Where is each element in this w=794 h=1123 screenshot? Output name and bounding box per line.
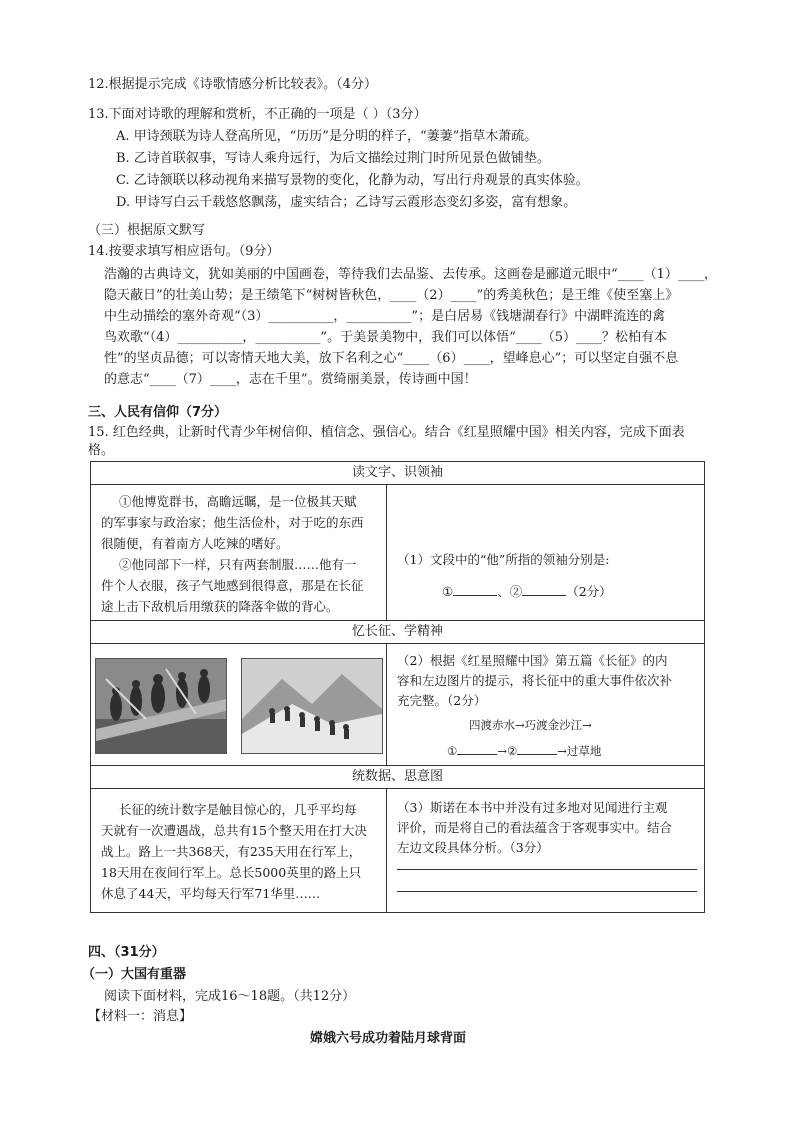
q15-line-2: 格。 — [88, 443, 115, 458]
question-12: 12.根据提示完成《诗歌情感分析比较表》。（4分） — [88, 77, 377, 92]
q14-line: 浩瀚的古典诗文，犹如美丽的中国画卷，等待我们去品鉴、去传承。这画卷是郦道元眼中“____（1）____， — [104, 267, 717, 282]
row3-header: 统数据、思意图 — [91, 766, 705, 789]
row2-flow-line-2: ① →② →过草地 — [447, 740, 601, 760]
answer-blank-2[interactable] — [522, 581, 566, 596]
row2-header: 忆长征、学精神 — [91, 621, 705, 644]
row3-text: 18天用在夜间行军上。总长5000英里的路上只 — [101, 865, 362, 880]
row2-text: 容和左边图片的提示，将长征中的重大事件依次补 — [397, 673, 673, 688]
section-3-heading: （三）根据原文默写 — [88, 223, 206, 238]
row1-text: ①他博览群书，高瞻远瞩，是一位极其天赋 — [119, 494, 357, 509]
question-14-stem: 14.按要求填写相应语句。（9分） — [88, 244, 280, 259]
row3-text: 评价，而是将自己的看法蕴含于客观事实中。结合 — [397, 820, 673, 835]
row3-text: 休息了44天，平均每天行军71华里…… — [101, 886, 321, 901]
part-4-title: 四、（31分） — [88, 945, 165, 960]
question-13-stem: 13.下面对诗歌的理解和赏析，不正确的一项是（ ）（3分） — [88, 107, 427, 122]
row1-answer-blanks: ① 、② （2分） — [442, 581, 612, 601]
material-label: 【材料一：消息】 — [88, 1009, 193, 1024]
row3-text: 左边文段具体分析。（3分） — [397, 840, 549, 855]
row1-header: 读文字、识领袖 — [91, 462, 705, 485]
flow-blank-1[interactable] — [457, 740, 497, 755]
option-a: A. 甲诗颈联为诗人登高所见，“历历”是分明的样子，“萋萋”指草木萧疏。 — [116, 129, 538, 144]
q14-line: 性”的坚贞品德；可以寄情天地大美，放下名利之心“____（6）____，望峰息心”；可以坚定自强不息 — [104, 351, 679, 366]
part-4-instruction: 阅读下面材料，完成16～18题。（共12分） — [104, 989, 356, 1004]
row1-text: 的军事家与政治家；他生活俭朴，对于吃的东西 — [101, 515, 364, 530]
row1-right-cell — [387, 485, 705, 621]
row1-text: 途上击下敌机后用缴获的降落伞做的背心。 — [101, 599, 339, 614]
row2-left-cell — [91, 644, 387, 766]
snow-mountain-picture — [241, 658, 383, 754]
row2-right-cell — [387, 644, 705, 766]
q15-table — [90, 461, 705, 913]
flow-blank-2[interactable] — [517, 740, 557, 755]
row1-left-cell — [91, 485, 387, 621]
row3-text: （3）斯诺在本书中并没有过多地对见闻进行主观 — [397, 800, 668, 815]
row1-question: （1）文段中的“他”所指的领袖分别是: — [397, 552, 610, 567]
part-3-title: 三、人民有信仰（7分） — [88, 405, 228, 420]
row3-text: 战上。路上一共368天，有235天用在行军上， — [101, 844, 362, 859]
answer-line-1[interactable] — [397, 869, 697, 870]
q15-line-1: 15. 红色经典，让新时代青少年树信仰、植信念、强信心。结合《红星照耀中国》相关内容，完成下面表 — [88, 425, 685, 440]
q14-line: 隐天蔽日”的壮美山势；是王绩笔下“树树皆秋色，____（2）____”的秀美秋色；是王维《使至塞上》 — [104, 288, 679, 303]
row2-flow-line-1: 四渡赤水→巧渡金沙江→ — [469, 718, 592, 732]
row1-text: 很随便，有着南方人吃辣的嗜好。 — [101, 536, 289, 551]
answer-line-2[interactable] — [397, 891, 697, 892]
option-d: D. 甲诗写白云千载悠悠飘荡，虚实结合；乙诗写云霞形态变幻多姿，富有想象。 — [116, 195, 577, 210]
row2-text: （2）根据《红星照耀中国》第五篇《长征》的内 — [397, 653, 668, 668]
option-b: B. 乙诗首联叙事，写诗人乘舟远行，为后文描绘过荆门时所见景色做铺垫。 — [116, 151, 550, 166]
row3-text: 长征的统计数字是触目惊心的，几乎平均每 — [119, 802, 357, 817]
option-c: C. 乙诗颔联以移动视角来描写景物的变化，化静为动，写出行舟观景的真实体验。 — [116, 173, 589, 188]
answer-blank-1[interactable] — [453, 581, 497, 596]
long-march-battle-picture — [95, 658, 227, 754]
row1-text: 件个人衣服，孩子气地感到很得意，那是在长征 — [101, 578, 364, 593]
part-4-sub: （一）大国有重器 — [82, 967, 187, 982]
q14-line: 鸟欢歌“（4）__________，__________”。于美景美物中，我们可以体悟“____（5）____？松柏有本 — [104, 330, 667, 345]
row3-left-cell — [91, 789, 387, 913]
q14-line: 的意志“____（7）____，志在千里”。赏绮丽美景，传诗画中国！ — [104, 372, 477, 387]
q14-line: 中生动描绘的塞外奇观“（3）__________，__________”；是白居易《钱塘湖春行》中湖畔流连的禽 — [104, 309, 666, 324]
row2-text: 充完整。（2分） — [397, 693, 487, 708]
row3-text: 天就有一次遭遇战，总共有15个整天用在打大决 — [101, 823, 367, 838]
row1-text: ②他同部下一样，只有两套制服……他有一 — [119, 557, 357, 572]
row3-right-cell — [387, 789, 705, 913]
news-headline: 嫦娥六号成功着陆月球背面 — [310, 1031, 467, 1046]
